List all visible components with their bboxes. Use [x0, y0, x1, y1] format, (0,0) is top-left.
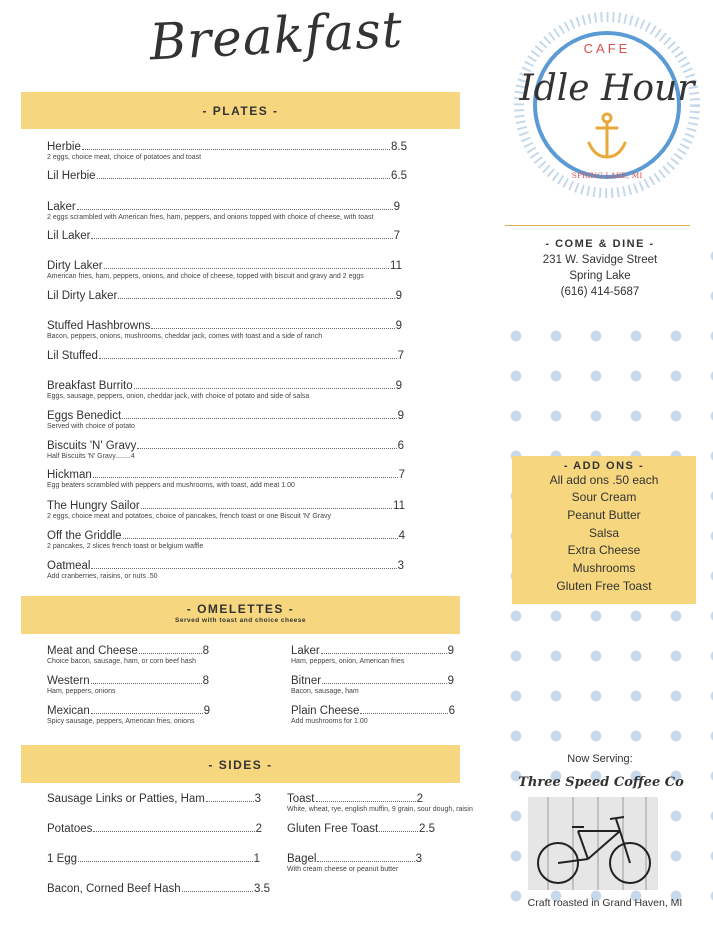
omelette-item-meat-cheese [47, 645, 209, 665]
plate-price: 9 [395, 320, 402, 332]
plate-item-lil-laker [47, 230, 400, 242]
side-price: 3 [415, 853, 422, 865]
omelette-desc: Spicy sausage, peppers, American fries, onions [47, 718, 195, 725]
plate-desc: Half Biscuits 'N' Gravy........4 [47, 453, 135, 460]
side-price: 3 [254, 793, 261, 805]
addons-box [512, 456, 696, 604]
side-name: 1 Egg [47, 853, 78, 865]
side-item-toast [287, 793, 477, 814]
plate-item-biscuits-gravy [47, 440, 404, 460]
omelette-name: Bitner [291, 675, 322, 687]
plate-name: Biscuits 'N' Gravy [47, 440, 137, 452]
side-name: Potatoes [47, 823, 93, 835]
plate-item-breakfast-burrito [47, 380, 402, 400]
plate-price: 9 [397, 410, 404, 422]
sides-header [21, 745, 460, 783]
omelette-desc: Choice bacon, sausage, ham, or corn beef hash [47, 658, 197, 665]
plates-header [21, 92, 460, 129]
omelette-desc: Ham, peppers, onions [47, 688, 116, 695]
plate-price: 11 [393, 500, 405, 512]
plate-item-oatmeal [47, 560, 404, 580]
omelettes-heading: - OMELETTES - [186, 602, 295, 616]
plate-name: Stuffed Hashbrowns [47, 320, 151, 332]
omelettes-header [21, 596, 460, 634]
side-item-gluten-free-toast [287, 823, 435, 835]
side-price: 2.5 [419, 823, 435, 835]
plate-item-lil-stuffed [47, 350, 404, 362]
omelette-name: Western [47, 675, 90, 687]
plate-desc: Eggs, sausage, peppers, onion, cheddar jack, with choice of potato and side of salsa [47, 393, 310, 400]
plate-desc: Add cranberries, raisins, or nuts .50 [47, 573, 158, 580]
omelettes-subheading: Served with toast and choice cheese [175, 617, 306, 624]
contact-address: 231 W. Savidge Street [542, 254, 658, 266]
plate-price: 8.5 [391, 141, 407, 153]
plate-item-stuffed-hashbrowns [47, 320, 402, 340]
now-serving: Now Serving: [540, 753, 660, 765]
plate-price: 9 [395, 380, 402, 392]
addons-heading: - ADD ONS - [563, 460, 645, 472]
omelette-price: 9 [203, 705, 210, 717]
side-desc: White, wheat, rye, english muffin, 9 grain, sour dough, raisin [287, 806, 473, 813]
omelette-name: Plain Cheese [291, 705, 360, 717]
plate-price: 9 [395, 290, 402, 302]
side-price: 2 [255, 823, 262, 835]
logo-name: Idle Hour [519, 68, 695, 109]
plate-name: Laker [47, 201, 76, 213]
sides-heading: - SIDES - [208, 758, 273, 772]
side-item-sausage [47, 793, 261, 805]
plate-price: 7 [397, 350, 404, 362]
side-item-egg [47, 853, 260, 865]
omelette-item-plain-cheese [291, 705, 455, 725]
plate-item-lil-dirty-laker [47, 290, 402, 302]
plate-name: Herbie [47, 141, 81, 153]
side-item-potatoes [47, 823, 262, 835]
plate-name: Lil Dirty Laker [47, 290, 118, 302]
plate-price: 7 [393, 230, 400, 242]
omelette-desc: Add mushrooms for 1.00 [291, 718, 368, 725]
omelette-price: 8 [202, 645, 209, 657]
plate-item-herbie [47, 141, 407, 161]
plate-price: 7 [398, 469, 405, 481]
plate-name: Dirty Laker [47, 260, 103, 272]
cafe-logo [507, 5, 707, 205]
roast-location: Craft roasted in Grand Haven, MI [527, 897, 683, 909]
plate-name: Breakfast Burrito [47, 380, 133, 392]
addon-item: Sour Cream [571, 490, 637, 504]
addon-item: Gluten Free Toast [556, 578, 652, 593]
contact-city: Spring Lake [569, 270, 631, 282]
divider [505, 225, 690, 226]
plate-name: Oatmeal [47, 560, 91, 572]
side-name: Gluten Free Toast [287, 823, 379, 835]
side-price: 3.5 [254, 883, 270, 895]
menu-title: Breakfast [148, 0, 405, 72]
plate-name: Lil Herbie [47, 170, 96, 182]
plate-price: 11 [390, 260, 402, 272]
plate-item-dirty-laker [47, 260, 402, 280]
side-desc: With cream cheese or peanut butter [287, 866, 399, 873]
plate-price: 4 [398, 530, 405, 542]
omelette-price: 6 [448, 705, 455, 717]
omelette-price: 9 [447, 645, 454, 657]
plate-item-off-the-griddle [47, 530, 405, 550]
addon-item: Extra Cheese [567, 543, 641, 558]
addons-price-note: All add ons .50 each [549, 473, 659, 487]
plate-desc: 2 eggs, choice meat, choice of potatoes and toast [47, 154, 202, 161]
plate-name: Off the Griddle [47, 530, 122, 542]
plate-item-laker [47, 201, 400, 221]
coffee-brand: Three Speed Coffee Co [518, 775, 684, 790]
plate-price: 9 [393, 201, 400, 213]
omelette-price: 8 [202, 675, 209, 687]
logo-bottom-text: SPRING LAKE, MI [571, 171, 643, 180]
side-price: 1 [253, 853, 260, 865]
omelette-item-mexican [47, 705, 210, 725]
contact-phone: (616) 414-5687 [560, 286, 640, 298]
omelette-item-laker [291, 645, 454, 665]
plate-item-lil-herbie [47, 170, 407, 182]
side-price: 2 [416, 793, 423, 805]
addon-item: Mushrooms [572, 561, 636, 576]
bicycle-image [528, 797, 658, 890]
plate-desc: 2 pancakes, 2 slices french toast or belgium waffle [47, 543, 204, 550]
plate-price: 3 [397, 560, 404, 572]
plate-item-eggs-benedict [47, 410, 404, 430]
omelette-desc: Bacon, sausage, ham [291, 688, 359, 695]
side-name: Bagel [287, 853, 317, 865]
side-name: Sausage Links or Patties, Ham [47, 793, 205, 805]
side-item-bacon [47, 883, 270, 895]
plate-desc: Egg beaters scrambled with peppers and mushrooms, with toast, add meat 1.00 [47, 482, 295, 489]
contact-heading: - COME & DINE - [545, 238, 655, 250]
plate-item-hickman [47, 469, 405, 489]
plates-heading: - PLATES - [202, 104, 279, 118]
omelette-price: 9 [447, 675, 454, 687]
plate-name: Lil Stuffed [47, 350, 98, 362]
plate-desc: Bacon, peppers, onions, mushrooms, cheddar jack, comes with toast and a side of ranch [47, 333, 323, 340]
plate-desc: 2 eggs scrambled with American fries, ham, peppers, and onions topped with choice of cheese, with toast [47, 214, 374, 221]
side-name: Toast [287, 793, 315, 805]
addon-item: Salsa [588, 525, 620, 540]
omelette-item-western [47, 675, 209, 695]
plate-name: Hickman [47, 469, 92, 481]
plate-desc: American fries, ham, peppers, onions, and choice of cheese, topped with biscuit and gravy and 2 eggs [47, 273, 364, 280]
omelette-name: Mexican [47, 705, 90, 717]
omelette-item-bitner [291, 675, 454, 695]
plate-name: Eggs Benedict [47, 410, 122, 422]
logo-top-text: CAFE [583, 41, 631, 56]
plate-desc: Served with choice of potato [47, 423, 135, 430]
plate-price: 6.5 [391, 170, 407, 182]
plate-name: The Hungry Sailor [47, 500, 140, 512]
contact-block [500, 236, 700, 302]
omelette-desc: Ham, peppers, onion, American fries [291, 658, 405, 665]
plate-name: Lil Laker [47, 230, 91, 242]
plate-price: 6 [397, 440, 404, 452]
omelette-name: Meat and Cheese [47, 645, 138, 657]
omelette-name: Laker [291, 645, 320, 657]
plate-desc: 2 eggs, choice meat and potatoes, choice of pancakes, french toast or one Biscuit 'N' Gravy [47, 513, 331, 520]
plate-item-hungry-sailor [47, 500, 405, 520]
side-name: Bacon, Corned Beef Hash [47, 883, 181, 895]
side-item-bagel [287, 853, 422, 873]
addon-item: Peanut Butter [567, 507, 641, 522]
